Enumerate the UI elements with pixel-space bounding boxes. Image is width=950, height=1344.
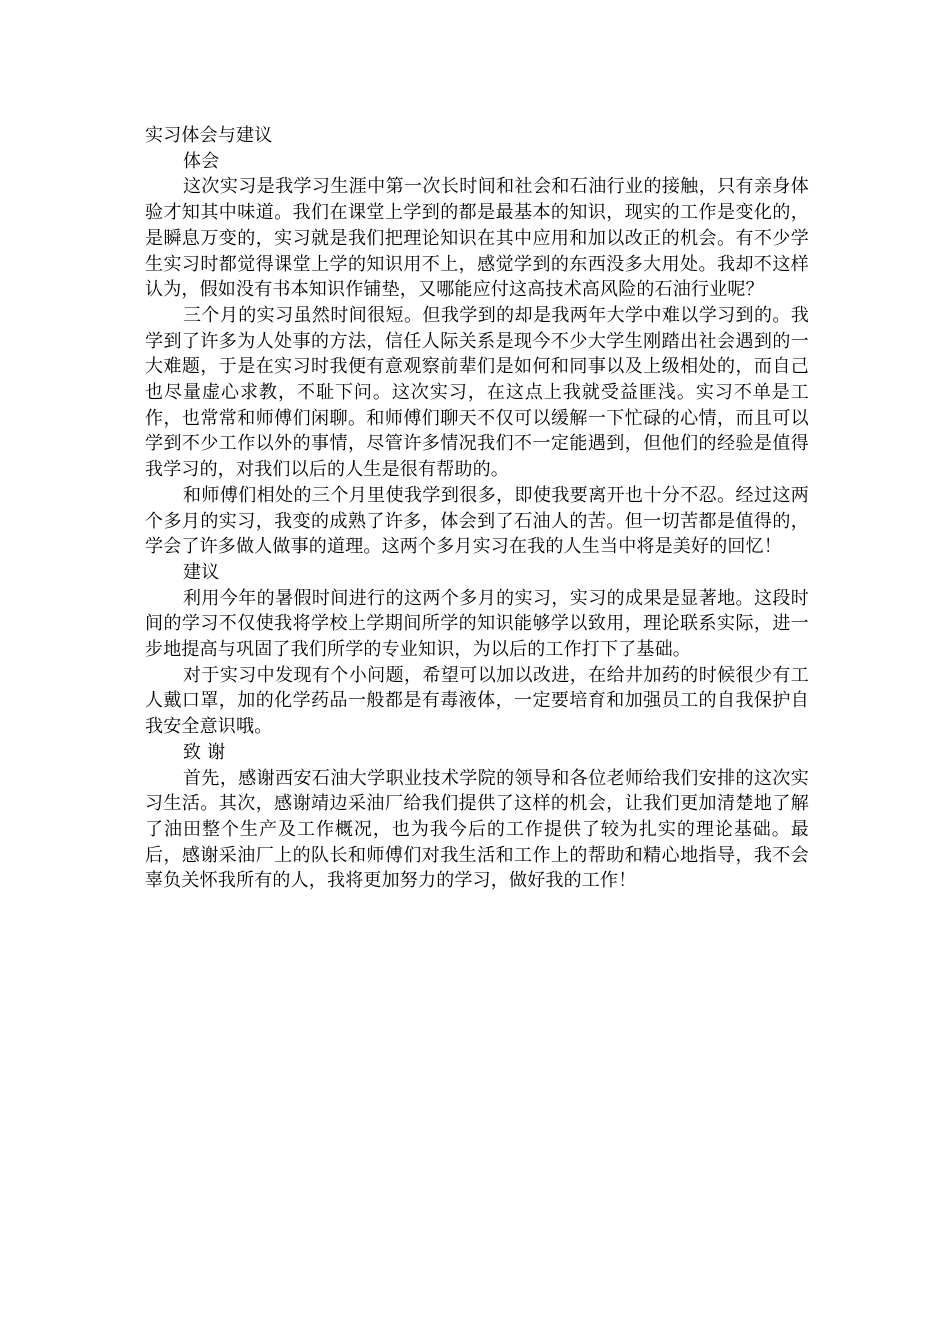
paragraph: 三个月的实习虽然时间很短。但我学到的却是我两年大学中难以学习到的。我学到了许多为人处事的方法，信任人际关系是现今不少大学生刚踏出社会遇到的一大难题，于是在实习时我便有意观察前辈们是如何和同事以及上级相处的，而自己也尽量虚心求教，不耻下问。这次实习，在这点上我就受益匪浅。实习不单是工作，也常常和师傅们闲聊。和师傅们聊天不仅可以缓解一下忙碌的心情，而且可以学到不少工作以外的事情，尽管许多情况我们不一定能遇到，但他们的经验是值得我学习的，对我们以后的人生是很有帮助的。 [145,304,809,481]
section-experience [145,149,809,560]
section-suggestions [145,560,809,740]
paragraph: 首先，感谢西安石油大学职业技术学院的领导和各位老师给我们安排的这次实习生活。其次，感谢靖边采油厂给我们提供了这样的机会，让我们更加清楚地了解了油田整个生产及工作概况，也为我今后的工作提供了较为扎实的理论基础。最后，感谢采油厂上的队长和师傅们对我生活和工作上的帮助和精心地指导，我不会辜负关怀我所有的人，我将更加努力的学习，做好我的工作！ [145,767,809,892]
document-page [145,123,809,894]
paragraph: 和师傅们相处的三个月里使我学到很多，即使我要离开也十分不忍。经过这两个多月的实习，我变的成熟了许多，体会到了石油人的苦。但一切苦都是值得的，学会了许多做人做事的道理。这两个多月实习在我的人生当中将是美好的回忆！ [145,484,809,558]
document-title: 实习体会与建议 [145,125,273,146]
paragraph: 对于实习中发现有个小问题，希望可以加以改进，在给井加药的时候很少有工人戴口罩，加的化学药品一般都是有毒液体，一定要培育和加强员工的自我保护自我安全意识哦。 [145,664,809,738]
section-heading-suggestions: 建议 [183,561,220,583]
section-heading-acknowledgements: 致 谢 [183,741,226,763]
section-heading-experience: 体会 [183,150,220,172]
paragraph: 这次实习是我学习生涯中第一次长时间和社会和石油行业的接触，只有亲身体验才知其中味道。我们在课堂上学到的都是最基本的知识，现实的工作是变化的，是瞬息万变的，实习就是我们把理论知识在其中应用和加以改正的机会。有不少学生实习时都觉得课堂上学的知识用不上，感觉学到的东西没多大用处。我却不这样认为，假如没有书本知识作铺垫，又哪能应付这高技术高风险的石油行业呢？ [145,176,809,301]
paragraph: 利用今年的暑假时间进行的这两个多月的实习，实习的成果是显著地。这段时间的学习不仅使我将学校上学期间所学的知识能够学以致用，理论联系实际，进一步地提高与巩固了我们所学的专业知识，为以后的工作打下了基础。 [145,587,809,661]
section-acknowledgements [145,740,809,894]
